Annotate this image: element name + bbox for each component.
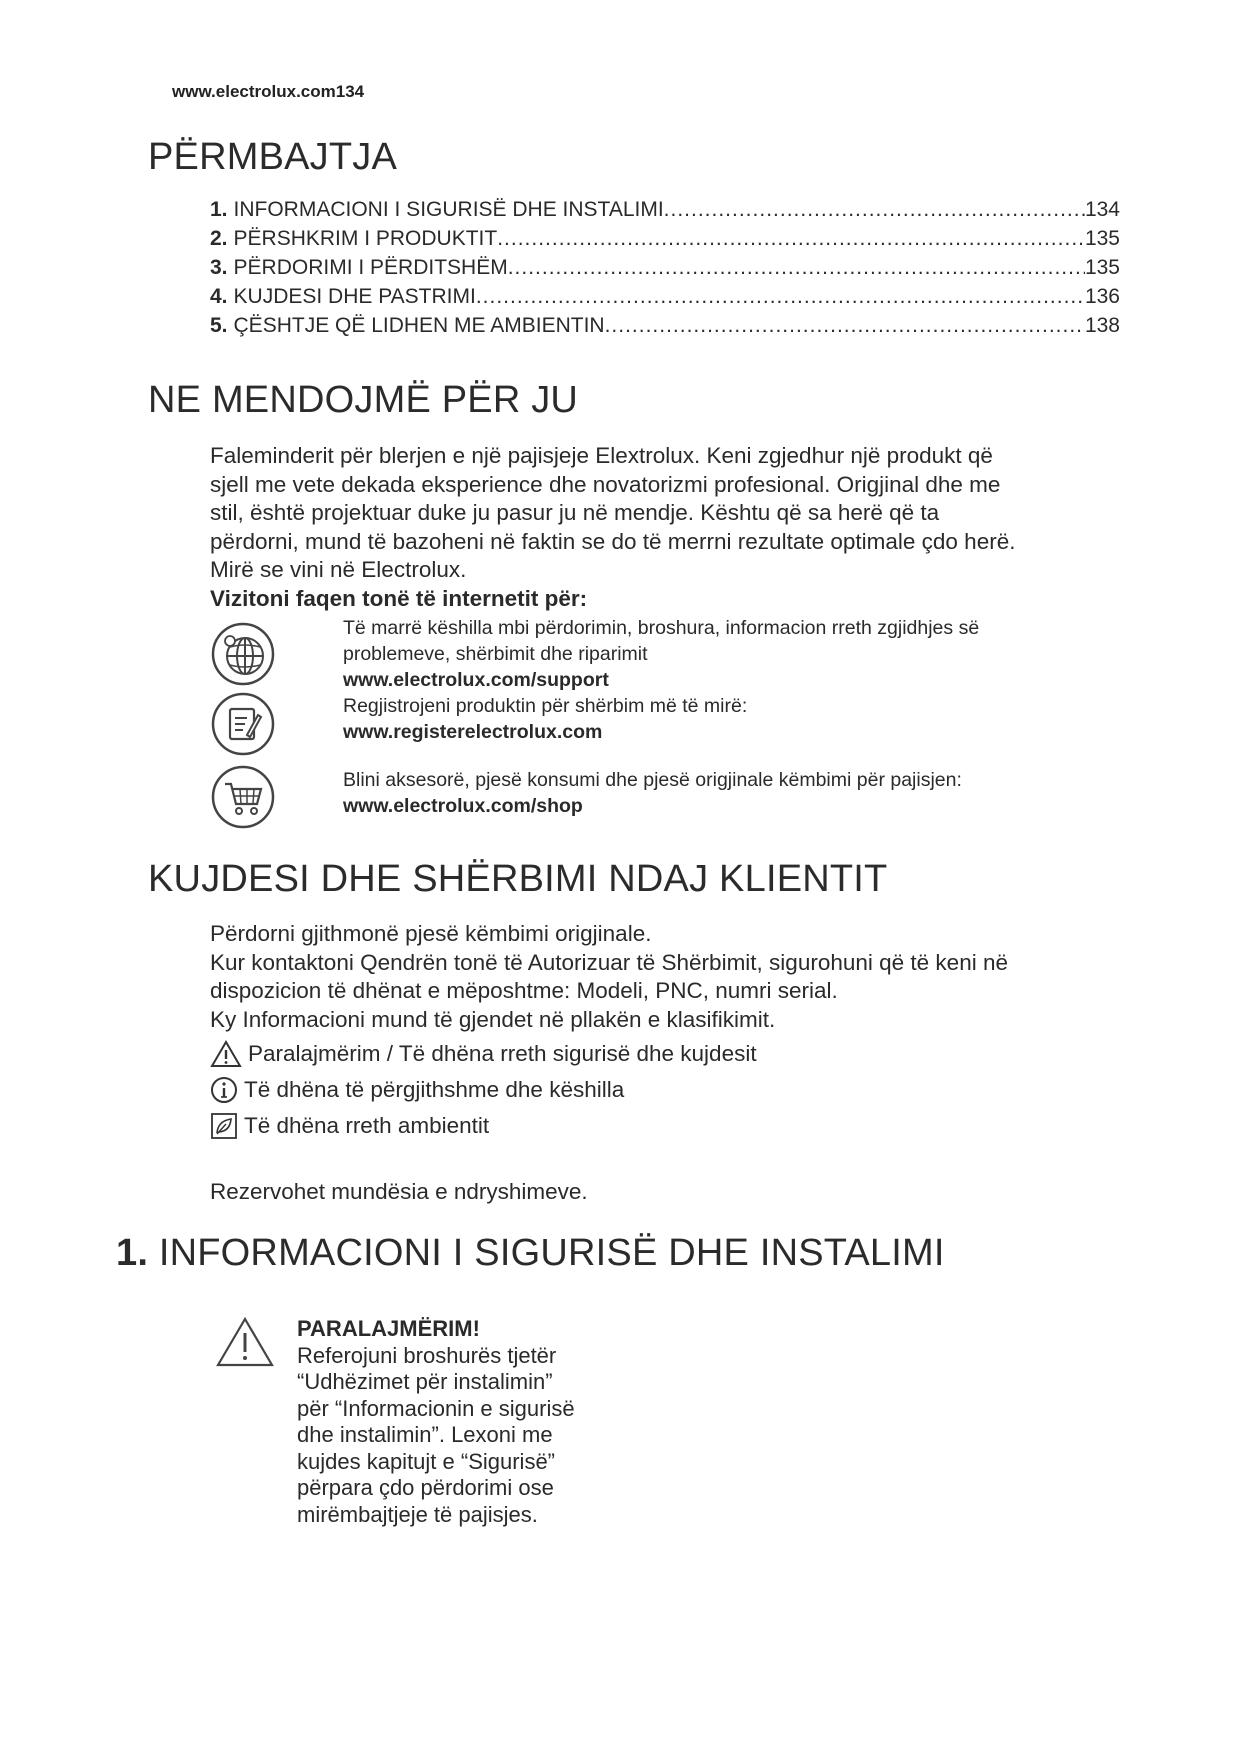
toc-item-page: 138 — [1084, 314, 1120, 337]
toc-item-page: 134 — [1084, 198, 1120, 221]
toc-item-title: PËRDORIMI I PËRDITSHËM — [233, 256, 508, 279]
toc-leader-dots — [664, 198, 1085, 222]
care-line: Përdorni gjithmonë pjesë këmbimi origjinale. — [210, 921, 652, 946]
care-title: KUJDESI DHE SHËRBIMI NDAJ KLIENTIT — [148, 858, 888, 900]
contents-title: PËRMBAJTJA — [148, 136, 398, 178]
service-line: problemeve, shërbimit dhe riparimit — [343, 643, 648, 665]
thinking-line: sjell me vete dekada eksperience dhe novatorizmi profesional. Origjinal dhe me — [210, 471, 1001, 497]
toc-leader-dots — [476, 285, 1085, 309]
care-line: Ky Informacioni mund të gjendet në pllakën e klasifikimit. — [210, 1006, 776, 1032]
warning-line: “Udhëzimet për instalimin” — [297, 1369, 553, 1394]
toc-item[interactable] — [210, 285, 1120, 314]
warning-title: PARALAJMËRIM! — [297, 1316, 480, 1341]
toc-item[interactable] — [210, 227, 1120, 256]
toc-item-page: 136 — [1084, 285, 1120, 308]
warning-line: Referojuni broshurës tjetër — [297, 1342, 557, 1368]
toc-item[interactable] — [210, 314, 1120, 343]
legend-text: Paralajmërim / Të dhëna rreth sigurisë dhe kujdesit — [248, 1041, 757, 1066]
service-line: Regjistrojeni produktin për shërbim më të mirë: — [343, 695, 748, 717]
warning-line: për “Informacionin e sigurisë — [297, 1395, 575, 1421]
header-page-number: 134 — [335, 82, 365, 101]
toc-item-title: PËRSHKRIM I PRODUKTIT — [233, 227, 498, 250]
service-line: Të marrë këshilla mbi përdorimin, broshura, informacion rreth zgjidhjes së — [343, 617, 980, 639]
service-text — [343, 767, 1133, 819]
toc-item-page: 135 — [1084, 256, 1120, 279]
toc-item-number: 2. — [210, 227, 228, 250]
legend-text: Të dhëna të përgjithshme dhe këshilla — [244, 1077, 625, 1102]
toc-item-number: 4. — [210, 285, 228, 308]
visit-label: Vizitoni faqen tonë të internetit për: — [210, 585, 588, 611]
legend-item — [210, 1040, 757, 1068]
section-number: 1. — [116, 1232, 149, 1274]
thinking-title: NE MENDOJMË PËR JU — [148, 379, 579, 421]
care-line: Kur kontaktoni Qendrën tonë të Autorizuar të Shërbimit, sigurohuni që të keni në — [210, 949, 1008, 975]
warning-box — [215, 1316, 655, 1526]
toc-leader-dots — [497, 227, 1085, 251]
legend-item — [210, 1112, 489, 1140]
thinking-paragraph — [210, 442, 1130, 613]
toc-item-number: 5. — [210, 314, 228, 337]
toc-item-page: 135 — [1084, 227, 1120, 250]
globe-icon — [210, 621, 276, 687]
thinking-line: Mirë se vini në Electrolux. — [210, 557, 467, 582]
thinking-line: stil, është projektuar duke ju pasur ju në mendje. Kështu që sa herë që ta — [210, 500, 940, 525]
toc-item-number: 3. — [210, 256, 228, 279]
section-1-heading — [116, 1232, 945, 1275]
warning-icon — [210, 1040, 242, 1068]
service-line: Blini aksesorë, pjesë konsumi dhe pjesë origjinale këmbimi për pajisjen: — [343, 769, 962, 791]
reserved-note: Rezervohet mundësia e ndryshimeve. — [210, 1179, 588, 1204]
leaf-icon — [210, 1112, 238, 1140]
legend-item — [210, 1076, 624, 1104]
register-link[interactable]: www.registerelectrolux.com — [343, 721, 603, 743]
service-text — [343, 615, 1133, 693]
toc-item-title: ÇËSHTJE QË LIDHEN ME AMBIENTIN — [233, 314, 605, 337]
support-link[interactable]: www.electrolux.com/support — [343, 669, 609, 691]
legend-text: Të dhëna rreth ambientit — [244, 1113, 490, 1138]
service-text — [343, 693, 1133, 745]
warning-icon — [215, 1316, 275, 1368]
warning-text — [297, 1316, 637, 1528]
toc-item[interactable] — [210, 198, 1120, 227]
thinking-line: përdorni, mund të bazoheni në faktin se do të merrni rezultate optimale çdo herë. — [210, 528, 1016, 554]
register-icon — [210, 691, 276, 757]
warning-line: dhe instalimin”. Lexoni me — [297, 1422, 553, 1447]
section-title: INFORMACIONI I SIGURISË DHE INSTALIMI — [158, 1232, 945, 1274]
care-line: dispozicion të dhënat e mëposhtme: Modeli, PNC, numri serial. — [210, 978, 838, 1003]
header-site: www.electrolux.com — [172, 82, 336, 101]
toc-leader-dots — [508, 256, 1085, 280]
warning-line: kujdes kapitujt e “Sigurisë” — [297, 1448, 556, 1474]
toc-item[interactable] — [210, 256, 1120, 285]
table-of-contents — [210, 198, 1120, 343]
warning-line: përpara çdo përdorimi ose — [297, 1475, 554, 1500]
symbol-legend — [210, 1040, 1110, 1150]
info-icon — [210, 1076, 238, 1104]
cart-icon — [210, 764, 276, 830]
shop-link[interactable]: www.electrolux.com/shop — [343, 795, 583, 817]
thinking-line: Faleminderit për blerjen e një pajisjeje Elextrolux. Keni zgjedhur një produkt që — [210, 443, 993, 468]
toc-item-number: 1. — [210, 198, 228, 221]
toc-leader-dots — [605, 314, 1085, 338]
page-header — [172, 82, 364, 102]
toc-item-title: KUJDESI DHE PASTRIMI — [233, 285, 476, 308]
warning-line: mirëmbajtjeje të pajisjes. — [297, 1501, 538, 1527]
care-paragraph — [210, 920, 1130, 1034]
toc-item-title: INFORMACIONI I SIGURISË DHE INSTALIMI — [233, 198, 664, 221]
service-list — [210, 615, 1130, 845]
